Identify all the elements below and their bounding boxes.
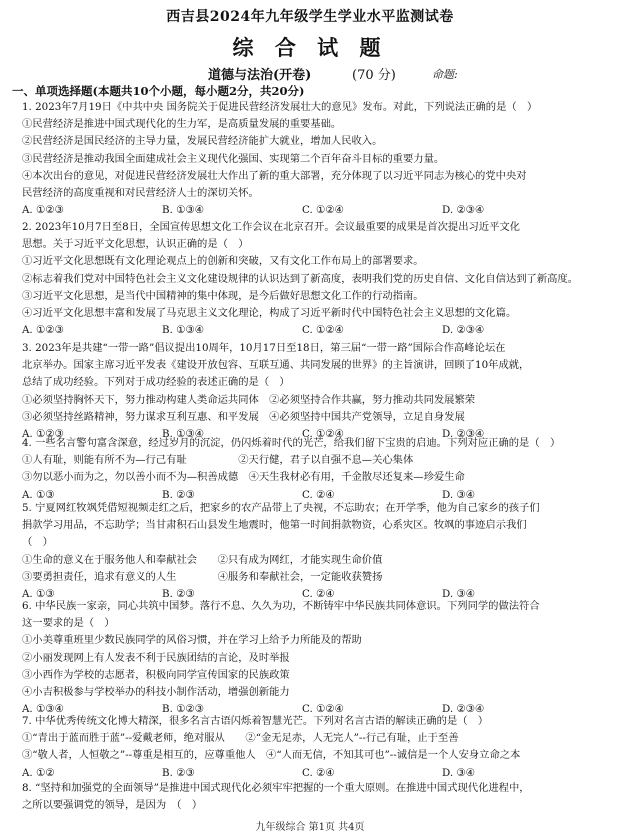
question-line: ④本次出台的意见，对促进民营经济发展壮大作出了新的重大部署，充分体现了以习近平同志为核心的党中央对 (22, 169, 527, 182)
question-line: ③习近平文化思想，是当代中国精神的集中体现，是今后做好思想文化工作的行动指南。 (22, 289, 424, 302)
question-stem: 2. 2023年10月7日至8日，全国宣传思想文化工作会议在北京召开。会议最重要的成果是首次提出习近平文化 (22, 221, 520, 233)
answer-option-c[interactable]: C. ②④ (302, 587, 335, 600)
answer-option-a[interactable]: A. ①③ (22, 488, 55, 501)
question-stem: 1. 2023年7月19日《中共中央 国务院关于促进民营经济发展壮大的意见》发布。对此，下列说法正确的是（ ） (22, 101, 538, 113)
subject-title: 道德与法治(开卷) (208, 68, 312, 83)
question-line: 思想。关于习近平文化思想，认识正确的是（ ） (22, 238, 249, 251)
page-footer: 九年级综合 第1页 共4页 (255, 822, 365, 833)
answer-option-c[interactable]: C. ①②④ (302, 703, 344, 716)
question-stem: 4. 一些名言警句富含深意，经过岁月的沉淀，仍闪烁着时代的光芒，给我们留下宝贵的启迪。下列对应正确的是（ ） (22, 437, 561, 449)
question-line: 北京举办。国家主席习近平发表《建设开放包容、互联互通、共同发展的世界》的主旨演讲，回顾了10年成就， (22, 359, 530, 372)
answer-option-d[interactable]: D. ②③④ (442, 703, 485, 716)
exam-title: 西吉县2024年九年级学生学业水平监测试卷 (166, 9, 454, 25)
question-line: ③“敬人者，人恒敬之”--尊重是相互的，应尊重他人 ④“人而无信，不知其可也”--诚信是一个人安身立命之本 (22, 749, 521, 762)
answer-option-c[interactable]: C. ①②④ (302, 324, 344, 337)
setter-label: 命题: (432, 68, 458, 81)
answer-option-a[interactable]: A. ①② (22, 766, 55, 779)
question-line: ③必须坚持丝路精神，努力谋求互利互惠、和平发展 ④必须坚持中国共产党领导，立足自身发展 (22, 410, 465, 423)
main-title: 综 合 试 题 (232, 35, 388, 60)
question-line: ③小西作为学校的志愿者，积极向同学宣传国家的民族政策 (22, 668, 290, 681)
answer-option-a[interactable]: A. ①②③ (22, 324, 64, 337)
question-3 (22, 340, 612, 443)
question-line: ②标志着我们党对中国特色社会主义文化建设规律的认识达到了新高度，表明我们党的历史自信、文化自信达到了新高度。 (22, 272, 579, 285)
answer-option-a[interactable]: A. ①③ (22, 587, 55, 600)
answer-option-a[interactable]: A. ①③④ (22, 703, 64, 716)
question-stem: 6. 中华民族一家亲，同心共筑中国梦。落行不息、久久为功，不断铸牢中华民族共同体意识。下列同学的做法符合 (22, 600, 540, 612)
question-line: ①“青出于蓝而胜于蓝”--爱戴老师，绝对服从 ②“金无足赤，人无完人”--行己有耻，止于至善 (22, 732, 459, 745)
answer-option-b[interactable]: B. ②③ (162, 488, 195, 501)
question-2 (22, 219, 612, 339)
question-line: ②民营经济是国民经济的主导力量，发展民营经济能扩大就业，增加人民收入。 (22, 135, 383, 148)
answer-option-b[interactable]: B. ②③ (162, 587, 195, 600)
question-line: ①小美尊重班里少数民族同学的风俗习惯，并在学习上给予力所能及的帮助 (22, 634, 362, 647)
answer-option-c[interactable]: C. ①②④ (302, 427, 344, 440)
question-line: ①必须坚持胸怀天下，努力推动构建人类命运共同体 ②必须坚持合作共赢，努力推动共同发展繁荣 (22, 393, 476, 406)
question-line: ③勿以恶小而为之，勿以善小而不为—积善成德 ④天生我材必有用，千金散尽还复来—珍爱生命 (22, 471, 465, 484)
answer-option-d[interactable]: D. ②③④ (442, 324, 485, 337)
answer-options (22, 322, 612, 339)
question-line: （ ） (22, 536, 53, 549)
question-line: ①习近平文化思想既有文化理论观点上的创新和突破，又有文化工作布局上的部署要求。 (22, 255, 424, 268)
question-line: ④习近平文化思想丰富和发展了马克思主义文化理论，构成了习近平新时代中国特色社会主义思想的文化篇。 (22, 306, 517, 319)
answer-option-c[interactable]: C. ①②④ (302, 204, 344, 217)
question-line: ①民营经济是推进中国式现代化的生力军，是高质量发展的重要基础。 (22, 118, 342, 131)
answer-options (22, 202, 612, 219)
question-line: 总结了成功经验。下列对于成功经验的表述正确的是（ ） (22, 376, 290, 389)
answer-option-d[interactable]: D. ③④ (442, 488, 475, 501)
answer-option-d[interactable]: D. ②③④ (442, 204, 485, 217)
answer-option-d[interactable]: D. ③④ (442, 587, 475, 600)
question-7 (22, 713, 612, 782)
question-line: 民营经济的高度重视和对民营经济人士的深切关怀。 (22, 186, 259, 199)
question-line: 这一要求的是（ ） (22, 617, 115, 630)
question-6 (22, 598, 612, 718)
answer-option-b[interactable]: B. ①③④ (162, 427, 204, 440)
question-line: 捐款学习用品，不忘助学；当甘肃积石山县发生地震时，他第一时间捐款物资，心系灾区。牧飒的事迹启示我们 (22, 519, 527, 532)
answer-option-b[interactable]: B. ②③ (162, 766, 195, 779)
question-stem: 8. “坚持和加强党的全面领导”是推进中国式现代化必须牢牢把握的一个重大原则。在推进中国式现代化进程中， (22, 782, 530, 794)
question-stem: 3. 2023年是共建“一带一路”倡议提出10周年，10月17日至18日，第三届“一带一路”国际合作高峰论坛在 (22, 342, 506, 354)
answer-option-b[interactable]: B. ①③④ (162, 324, 204, 337)
subtitle-row (0, 64, 620, 82)
question-4 (22, 435, 612, 504)
question-stem: 7. 中华优秀传统文化博大精深，很多名言古语闪烁着智慧光芒。下列对名言古语的解读正确的是（ ） (22, 715, 489, 727)
answer-option-c[interactable]: C. ②④ (302, 488, 335, 501)
question-line: ①生命的意义在于服务他人和奉献社会 ②只有成为网红，才能实现生命价值 (22, 553, 383, 566)
question-5 (22, 500, 612, 603)
answer-option-a[interactable]: A. ①②③ (22, 427, 64, 440)
answer-option-d[interactable]: D. ②③④ (442, 427, 485, 440)
question-stem: 5. 宁夏网红牧飒凭借短视频走红之后，把家乡的农产品带上了央视，不忘助农；在开学季，他为自己家乡的孩子们 (22, 502, 540, 514)
answer-option-a[interactable]: A. ①②③ (22, 204, 64, 217)
question-1 (22, 99, 612, 219)
total-score: (70 分) (352, 68, 396, 83)
question-line: 之所以要强调党的领导，是因为 （ ） (22, 799, 203, 812)
question-line: ③要勇担责任，追求有意义的人生 ④服务和奉献社会，一定能收获赞扬 (22, 570, 383, 583)
answer-option-d[interactable]: D. ③④ (442, 766, 475, 779)
question-line: ④小吉积极参与学校举办的科技小制作活动，增强创新能力 (22, 685, 290, 698)
question-8 (22, 780, 612, 814)
section-heading: 一、单项选择题(本题共10个小题，每小题2分，共20分) (12, 84, 305, 98)
answer-option-c[interactable]: C. ②④ (302, 766, 335, 779)
question-line: ①人有耻，则能有所不为—行己有耻 ②天行健，君子以自强不息—关心集体 (22, 454, 414, 467)
question-line: ③民营经济是推动我国全面建成社会主义现代化强国、实现第二个百年奋斗目标的重要力量。 (22, 152, 445, 165)
answer-option-b[interactable]: B. ①③④ (162, 204, 204, 217)
answer-option-b[interactable]: B. ①②③ (162, 703, 204, 716)
question-line: ②小丽发现网上有人发表不利于民族团结的言论，及时举报 (22, 651, 290, 664)
